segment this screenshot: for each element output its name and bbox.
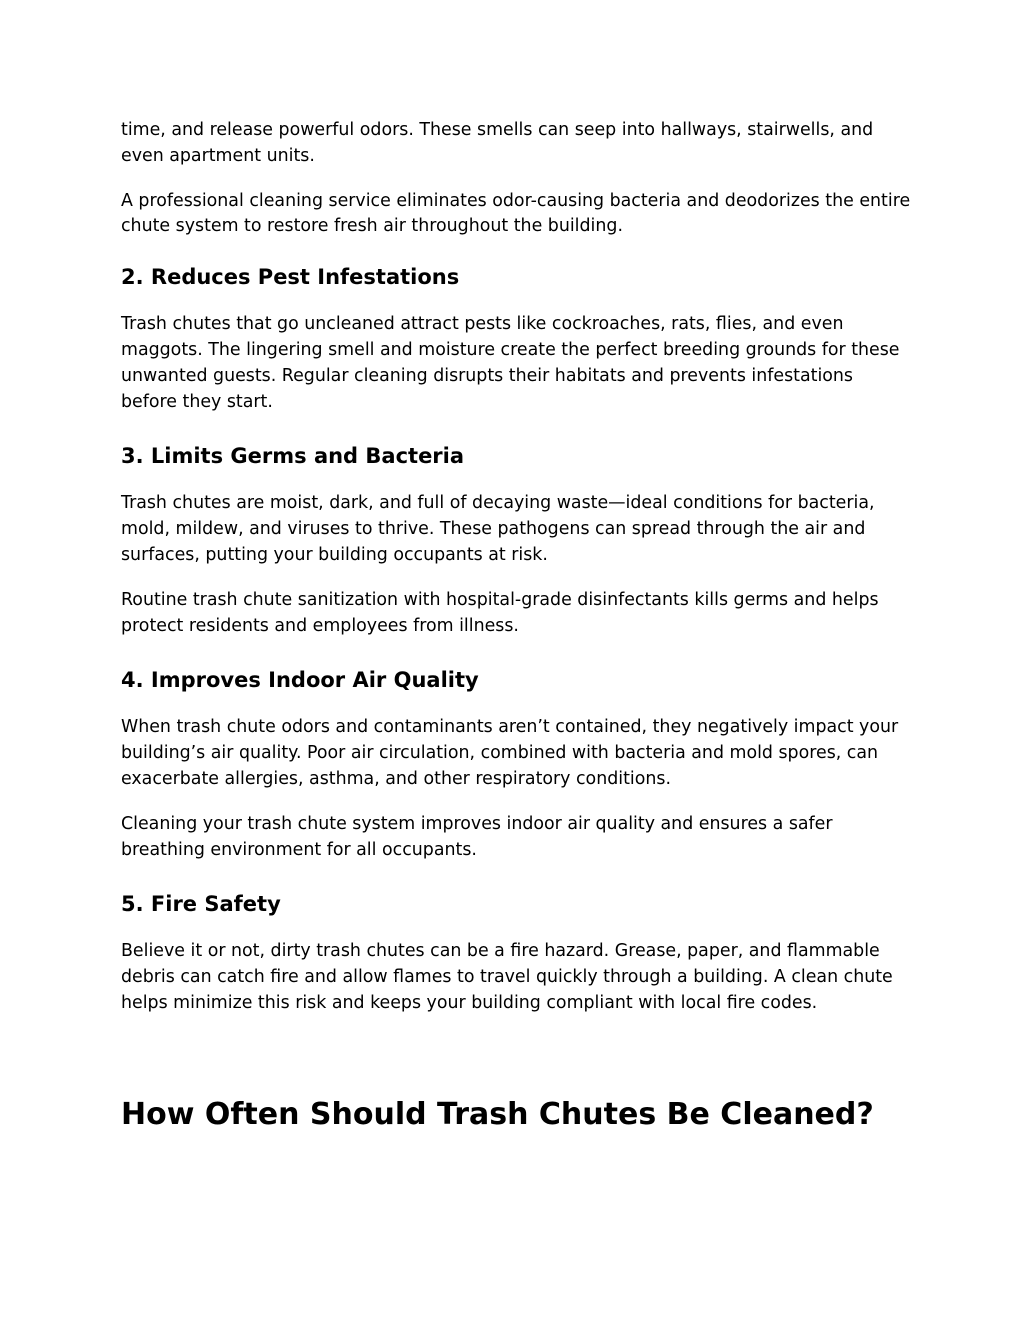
intro-paragraph-professional-cleaning: A professional cleaning service eliminates odor-causing bacteria and deodorizes the entire chute system to restore fresh air throughout the building.: [121, 190, 911, 237]
section-paragraph: When trash chute odors and contaminants aren’t contained, they negatively impact your building’s air quality. Poor air circulation, combined with bacteria and mold spores, can exacerbate allergies, asthma, and other respiratory conditions.: [121, 717, 899, 789]
section-fire-safety: [121, 889, 911, 1016]
document-page: [121, 118, 911, 1135]
section-pest-infestations: [121, 262, 911, 415]
section-heading: 5. Fire Safety: [121, 892, 281, 917]
section-indoor-air-quality: [121, 665, 911, 863]
section-paragraph: Trash chutes are moist, dark, and full of decaying waste—ideal conditions for bacteria, mold, mildew, and viruses to thrive. These pathogens can spread through the air and surfaces, putting your building occupants at risk.: [121, 493, 875, 565]
section-heading: 2. Reduces Pest Infestations: [121, 265, 460, 290]
section-heading: 4. Improves Indoor Air Quality: [121, 668, 479, 693]
intro-paragraph-odors: time, and release powerful odors. These smells can seep into hallways, stairwells, and even apartment units.: [121, 120, 874, 166]
section-paragraph: Trash chutes that go uncleaned attract pests like cockroaches, rats, flies, and even maggots. The lingering smell and moisture create the perfect breeding grounds for these unwanted guests. Regular cleaning disrupts their habitats and prevents infestations before they start.: [121, 314, 900, 412]
section-paragraph: Cleaning your trash chute system improves indoor air quality and ensures a safer breathing environment for all occupants.: [121, 813, 833, 860]
section-heading: 3. Limits Germs and Bacteria: [121, 444, 465, 469]
closing-heading: How Often Should Trash Chutes Be Cleaned?: [121, 1096, 874, 1132]
section-germs-bacteria: [121, 441, 911, 639]
section-paragraph: Routine trash chute sanitization with hospital-grade disinfectants kills germs and helps protect residents and employees from illness.: [121, 589, 879, 636]
section-paragraph: Believe it or not, dirty trash chutes can be a fire hazard. Grease, paper, and flammable debris can catch fire and allow flames to travel quickly through a building. A clean chute helps minimize this risk and keeps your building compliant with local fire codes.: [121, 941, 893, 1013]
